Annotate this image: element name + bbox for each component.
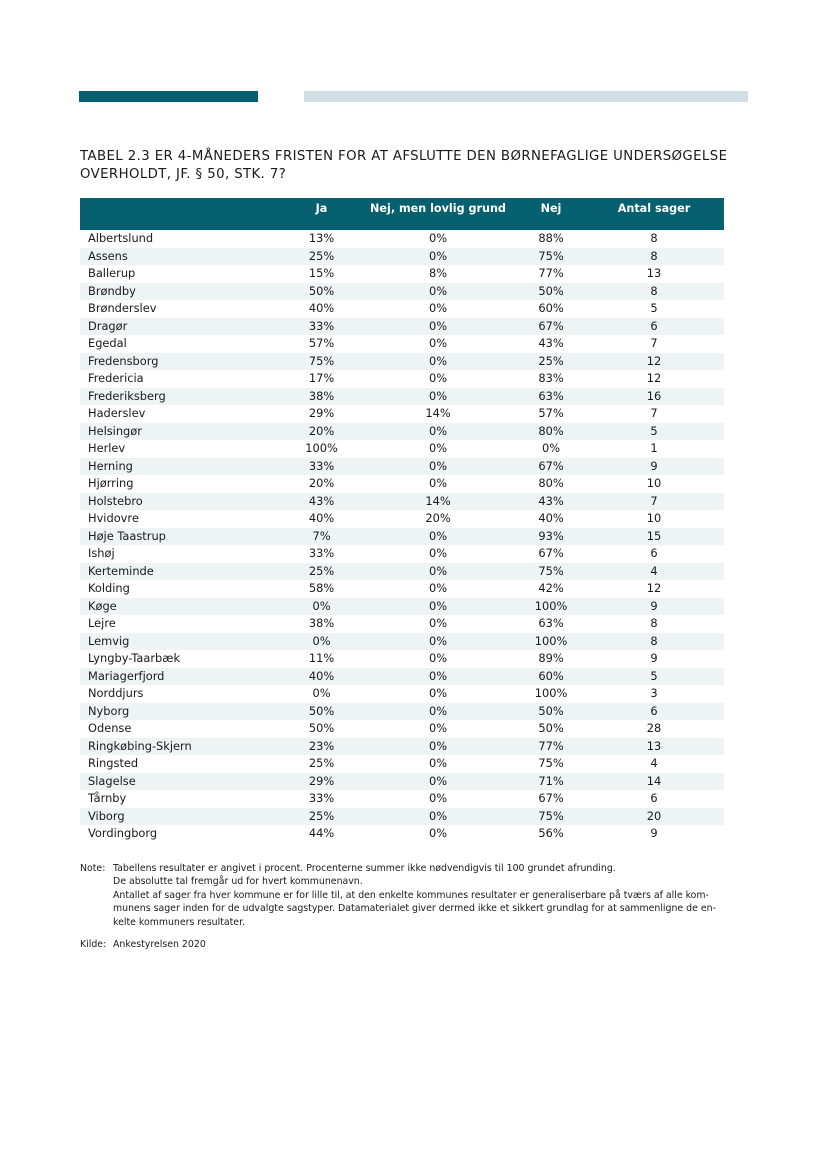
cell-nej: 100% bbox=[534, 686, 568, 700]
cell-nej-lovlig-grund: 0% bbox=[428, 231, 448, 245]
table-row bbox=[80, 668, 724, 686]
cell-nej-lovlig-grund: 0% bbox=[428, 598, 448, 613]
cell-ja: 33% bbox=[308, 546, 335, 560]
cell-antal-sager: 16 bbox=[646, 388, 662, 403]
cell-nej: 60% bbox=[538, 301, 564, 315]
cell-nej-lovlig-grund: 8% bbox=[428, 266, 448, 280]
cell-nej: 63% bbox=[538, 388, 564, 403]
cell-ja: 44% bbox=[308, 826, 335, 840]
cell-nej-lovlig-grund: 0% bbox=[428, 528, 448, 543]
cell-municipality: Slagelse bbox=[88, 773, 136, 788]
cell-municipality: Dragør bbox=[88, 318, 128, 333]
cell-ja: 29% bbox=[308, 773, 335, 788]
cell-nej-lovlig-grund: 0% bbox=[428, 616, 448, 630]
cell-nej: 43% bbox=[538, 336, 564, 350]
cell-ja: 50% bbox=[308, 721, 335, 735]
cell-nej-lovlig-grund: 0% bbox=[428, 686, 448, 700]
table-row bbox=[80, 808, 724, 826]
cell-municipality: Ballerup bbox=[88, 266, 136, 280]
cell-nej: 75% bbox=[538, 563, 564, 578]
cell-ja: 33% bbox=[308, 458, 335, 473]
cell-nej: 75% bbox=[538, 248, 564, 263]
cell-antal-sager: 8 bbox=[650, 231, 658, 245]
table-row bbox=[80, 423, 724, 441]
cell-nej: 100% bbox=[534, 633, 568, 648]
table-row bbox=[80, 248, 724, 266]
cell-antal-sager: 14 bbox=[646, 773, 662, 788]
header-nej: Nej bbox=[540, 202, 562, 215]
cell-nej-lovlig-grund: 20% bbox=[425, 511, 451, 525]
table-row bbox=[80, 493, 724, 511]
cell-antal-sager: 4 bbox=[650, 756, 658, 770]
cell-antal-sager: 20 bbox=[646, 808, 662, 823]
cell-municipality: Holstebro bbox=[88, 493, 143, 508]
cell-municipality: Assens bbox=[88, 248, 128, 263]
cell-ja: 0% bbox=[312, 598, 331, 613]
cell-municipality: Kolding bbox=[88, 581, 130, 595]
header-municipality bbox=[80, 198, 285, 230]
header-antal-sager: Antal sager bbox=[617, 202, 691, 215]
table-row bbox=[80, 405, 724, 423]
cell-ja: 0% bbox=[312, 686, 331, 700]
cell-nej: 75% bbox=[538, 808, 564, 823]
cell-nej: 50% bbox=[538, 721, 564, 735]
table-row bbox=[80, 545, 724, 563]
header-accent-bar-dark bbox=[79, 91, 258, 102]
cell-ja: 25% bbox=[308, 756, 335, 770]
table-row bbox=[80, 300, 724, 318]
table-row bbox=[80, 685, 724, 703]
cell-nej: 0% bbox=[541, 441, 561, 455]
cell-nej-lovlig-grund: 0% bbox=[428, 476, 448, 490]
cell-ja: 7% bbox=[312, 528, 331, 543]
cell-nej: 50% bbox=[538, 703, 564, 718]
cell-municipality: Helsingør bbox=[88, 423, 142, 438]
source bbox=[80, 938, 730, 951]
cell-antal-sager: 13 bbox=[646, 738, 662, 753]
cell-municipality: Odense bbox=[88, 721, 132, 735]
cell-nej-lovlig-grund: 0% bbox=[428, 458, 448, 473]
cell-nej: 93% bbox=[538, 528, 564, 543]
cell-ja: 23% bbox=[308, 738, 335, 753]
table-row bbox=[80, 335, 724, 353]
cell-municipality: Ringsted bbox=[88, 756, 139, 770]
cell-nej: 89% bbox=[538, 651, 564, 665]
cell-municipality: Hjørring bbox=[88, 476, 134, 490]
note-line: De absolutte tal fremgår ud for hvert kommunenavn. bbox=[113, 876, 363, 888]
cell-ja: 50% bbox=[308, 703, 335, 718]
table-row bbox=[80, 633, 724, 651]
cell-nej-lovlig-grund: 0% bbox=[428, 738, 448, 753]
cell-municipality: Egedal bbox=[88, 336, 127, 350]
cell-nej-lovlig-grund: 0% bbox=[428, 388, 448, 403]
table-row bbox=[80, 353, 724, 371]
table-row bbox=[80, 265, 724, 283]
cell-ja: 40% bbox=[308, 301, 335, 315]
cell-ja: 11% bbox=[308, 651, 335, 665]
cell-nej: 57% bbox=[538, 406, 564, 420]
cell-municipality: Fredericia bbox=[88, 371, 144, 385]
cell-nej: 75% bbox=[538, 756, 564, 770]
cell-municipality: Haderslev bbox=[88, 406, 146, 420]
header-accent-bar-light bbox=[304, 91, 748, 102]
cell-antal-sager: 12 bbox=[646, 353, 662, 368]
cell-municipality: Lyngby-Taarbæk bbox=[88, 651, 181, 665]
table-row bbox=[80, 563, 724, 581]
cell-nej-lovlig-grund: 0% bbox=[428, 301, 448, 315]
table-row bbox=[80, 458, 724, 476]
cell-ja: 25% bbox=[308, 808, 335, 823]
cell-ja: 0% bbox=[312, 633, 331, 648]
cell-municipality: Herlev bbox=[88, 441, 126, 455]
cell-municipality: Ishøj bbox=[88, 546, 115, 560]
table-row bbox=[80, 825, 724, 843]
cell-municipality: Herning bbox=[88, 458, 133, 473]
cell-nej: 42% bbox=[538, 581, 564, 595]
cell-antal-sager: 9 bbox=[650, 598, 658, 613]
cell-nej-lovlig-grund: 0% bbox=[428, 633, 448, 648]
cell-antal-sager: 7 bbox=[650, 493, 658, 508]
cell-antal-sager: 8 bbox=[650, 616, 658, 630]
cell-municipality: Køge bbox=[88, 598, 117, 613]
cell-nej-lovlig-grund: 0% bbox=[428, 283, 448, 298]
cell-nej: 88% bbox=[538, 231, 564, 245]
table-row bbox=[80, 703, 724, 721]
table-row bbox=[80, 528, 724, 546]
cell-antal-sager: 6 bbox=[650, 791, 658, 805]
cell-antal-sager: 5 bbox=[650, 301, 658, 315]
cell-antal-sager: 9 bbox=[650, 826, 658, 840]
cell-ja: 29% bbox=[308, 406, 335, 420]
cell-municipality: Viborg bbox=[88, 808, 125, 823]
note-line: Tabellens resultater er angivet i procent. Procenterne summer ikke nødvendigvis til 100 grundet afrunding. bbox=[113, 863, 616, 874]
cell-nej-lovlig-grund: 0% bbox=[428, 668, 448, 683]
cell-ja: 50% bbox=[308, 283, 335, 298]
cell-nej-lovlig-grund: 0% bbox=[428, 808, 448, 823]
cell-municipality: Frederiksberg bbox=[88, 388, 166, 403]
header-ja: Ja bbox=[315, 202, 328, 215]
cell-antal-sager: 5 bbox=[650, 668, 658, 683]
cell-ja: 38% bbox=[308, 616, 335, 630]
table-row bbox=[80, 230, 724, 248]
note bbox=[80, 862, 730, 929]
cell-municipality: Brøndby bbox=[88, 283, 136, 298]
source-text: Ankestyrelsen 2020 bbox=[113, 939, 206, 951]
header-nej-lovlig-grund: Nej, men lovlig grund bbox=[370, 202, 506, 215]
cell-antal-sager: 4 bbox=[650, 563, 658, 578]
cell-municipality: Kerteminde bbox=[88, 563, 154, 578]
cell-antal-sager: 1 bbox=[650, 441, 658, 455]
cell-ja: 33% bbox=[308, 318, 335, 333]
cell-nej: 67% bbox=[538, 458, 564, 473]
cell-antal-sager: 6 bbox=[650, 318, 658, 333]
cell-antal-sager: 6 bbox=[650, 703, 658, 718]
cell-nej-lovlig-grund: 0% bbox=[428, 371, 448, 385]
cell-nej-lovlig-grund: 0% bbox=[428, 441, 448, 455]
note-label: Note: bbox=[80, 863, 106, 874]
cell-antal-sager: 3 bbox=[650, 686, 658, 700]
table-body bbox=[80, 230, 724, 843]
table-header-row bbox=[80, 198, 724, 230]
cell-antal-sager: 8 bbox=[650, 248, 658, 263]
cell-municipality: Albertslund bbox=[88, 231, 154, 245]
table-row bbox=[80, 598, 724, 616]
cell-municipality: Nyborg bbox=[88, 703, 130, 718]
table-row bbox=[80, 773, 724, 791]
table-row bbox=[80, 720, 724, 738]
cell-antal-sager: 10 bbox=[646, 476, 662, 490]
note-line: Antallet af sager fra hver kommune er for lille til, at den enkelte kommunes resultater er generaliserbare på tværs af alle kom- bbox=[113, 889, 709, 901]
cell-ja: 38% bbox=[308, 388, 335, 403]
cell-nej: 67% bbox=[538, 546, 564, 560]
cell-antal-sager: 12 bbox=[646, 581, 662, 595]
cell-ja: 40% bbox=[308, 511, 335, 525]
cell-ja: 15% bbox=[308, 266, 335, 280]
cell-nej: 71% bbox=[538, 773, 564, 788]
cell-municipality: Lemvig bbox=[88, 633, 130, 648]
cell-antal-sager: 28 bbox=[646, 721, 662, 735]
cell-nej: 80% bbox=[538, 423, 564, 438]
table-row bbox=[80, 790, 724, 808]
cell-antal-sager: 8 bbox=[650, 283, 658, 298]
cell-ja: 58% bbox=[308, 581, 335, 595]
cell-nej-lovlig-grund: 0% bbox=[428, 423, 448, 438]
table-row bbox=[80, 318, 724, 336]
cell-nej: 77% bbox=[538, 266, 564, 280]
cell-municipality: Fredensborg bbox=[88, 353, 159, 368]
cell-ja: 17% bbox=[308, 371, 335, 385]
cell-antal-sager: 13 bbox=[646, 266, 662, 280]
table-row bbox=[80, 510, 724, 528]
cell-nej-lovlig-grund: 0% bbox=[428, 248, 448, 263]
cell-nej: 50% bbox=[538, 283, 564, 298]
cell-nej: 83% bbox=[538, 371, 564, 385]
cell-antal-sager: 5 bbox=[650, 423, 658, 438]
note-body bbox=[113, 862, 730, 929]
cell-nej-lovlig-grund: 0% bbox=[428, 721, 448, 735]
data-table bbox=[80, 198, 724, 843]
cell-nej-lovlig-grund: 0% bbox=[428, 318, 448, 333]
table-row bbox=[80, 580, 724, 598]
cell-nej: 40% bbox=[538, 511, 564, 525]
cell-municipality: Hvidovre bbox=[88, 511, 139, 525]
cell-nej: 63% bbox=[538, 616, 564, 630]
cell-ja: 33% bbox=[308, 791, 335, 805]
cell-nej-lovlig-grund: 14% bbox=[425, 493, 451, 508]
cell-nej-lovlig-grund: 0% bbox=[428, 336, 448, 350]
cell-nej-lovlig-grund: 0% bbox=[428, 353, 448, 368]
cell-nej-lovlig-grund: 14% bbox=[425, 406, 451, 420]
cell-nej: 80% bbox=[538, 476, 564, 490]
cell-municipality: Mariagerfjord bbox=[88, 668, 165, 683]
cell-nej-lovlig-grund: 0% bbox=[428, 563, 448, 578]
cell-ja: 43% bbox=[308, 493, 335, 508]
cell-nej-lovlig-grund: 0% bbox=[428, 791, 448, 805]
cell-ja: 25% bbox=[308, 563, 335, 578]
note-line: munens sager inden for de udvalgte sagstyper. Datamaterialet giver dermed ikke et sikkert grundlag for at sammenligne de en- bbox=[113, 903, 716, 915]
cell-ja: 20% bbox=[308, 476, 335, 490]
source-label: Kilde: bbox=[80, 939, 107, 951]
cell-ja: 13% bbox=[308, 231, 335, 245]
table-row bbox=[80, 650, 724, 668]
table-title: TABEL 2.3 ER 4-MÅNEDERS FRISTEN FOR AT AFSLUTTE DEN BØRNEFAGLIGE UNDERSØGELSE OVERHOLDT, JF. § 50, STK. 7? bbox=[80, 149, 728, 182]
cell-nej: 67% bbox=[538, 791, 564, 805]
cell-municipality: Brønderslev bbox=[88, 301, 157, 315]
cell-municipality: Høje Taastrup bbox=[88, 528, 166, 543]
notes-section bbox=[80, 862, 730, 951]
note-line: kelte kommuners resultater. bbox=[113, 916, 246, 928]
cell-antal-sager: 15 bbox=[646, 528, 662, 543]
cell-ja: 25% bbox=[308, 248, 335, 263]
cell-nej-lovlig-grund: 0% bbox=[428, 546, 448, 560]
cell-antal-sager: 7 bbox=[650, 336, 658, 350]
cell-antal-sager: 9 bbox=[650, 651, 658, 665]
cell-ja: 57% bbox=[308, 336, 335, 350]
cell-ja: 40% bbox=[308, 668, 335, 683]
cell-antal-sager: 9 bbox=[650, 458, 658, 473]
cell-antal-sager: 10 bbox=[646, 511, 662, 525]
cell-ja: 20% bbox=[308, 423, 335, 438]
table-row bbox=[80, 615, 724, 633]
cell-antal-sager: 8 bbox=[650, 633, 658, 648]
cell-nej: 100% bbox=[534, 598, 568, 613]
cell-antal-sager: 7 bbox=[650, 406, 658, 420]
cell-nej: 43% bbox=[538, 493, 564, 508]
table-row bbox=[80, 370, 724, 388]
cell-ja: 75% bbox=[308, 353, 335, 368]
cell-nej: 56% bbox=[538, 826, 564, 840]
cell-nej-lovlig-grund: 0% bbox=[428, 826, 448, 840]
cell-nej: 25% bbox=[538, 353, 564, 368]
cell-antal-sager: 12 bbox=[646, 371, 662, 385]
cell-nej-lovlig-grund: 0% bbox=[428, 756, 448, 770]
table-row bbox=[80, 440, 724, 458]
cell-municipality: Norddjurs bbox=[88, 686, 144, 700]
cell-nej-lovlig-grund: 0% bbox=[428, 773, 448, 788]
cell-nej-lovlig-grund: 0% bbox=[428, 651, 448, 665]
cell-nej-lovlig-grund: 0% bbox=[428, 581, 448, 595]
cell-municipality: Lejre bbox=[88, 616, 116, 630]
cell-municipality: Tårnby bbox=[88, 791, 127, 805]
table-row bbox=[80, 388, 724, 406]
cell-nej: 77% bbox=[538, 738, 564, 753]
cell-municipality: Ringkøbing-Skjern bbox=[88, 738, 192, 753]
table-row bbox=[80, 738, 724, 756]
cell-ja: 100% bbox=[305, 441, 338, 455]
cell-municipality: Vordingborg bbox=[88, 826, 158, 840]
table-row bbox=[80, 755, 724, 773]
cell-nej: 67% bbox=[538, 318, 564, 333]
table-row bbox=[80, 283, 724, 301]
cell-antal-sager: 6 bbox=[650, 546, 658, 560]
table-row bbox=[80, 475, 724, 493]
cell-nej: 60% bbox=[538, 668, 564, 683]
cell-nej-lovlig-grund: 0% bbox=[428, 703, 448, 718]
